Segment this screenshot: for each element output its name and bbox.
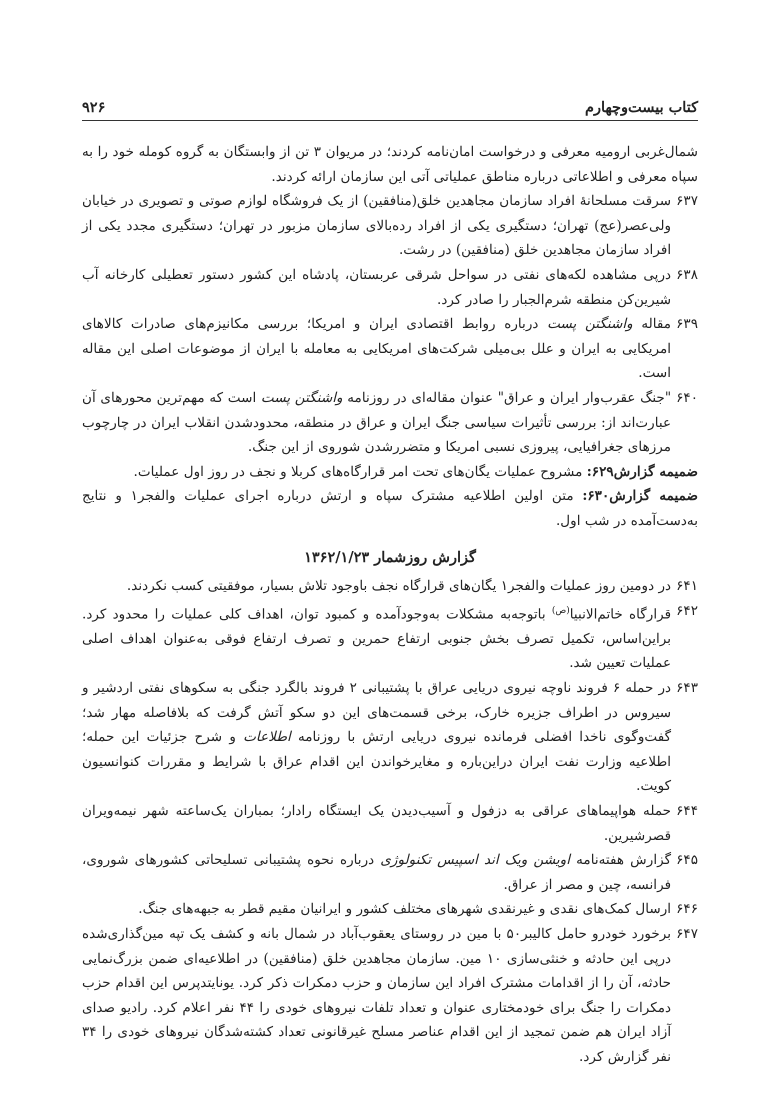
entry-text — [82, 312, 671, 386]
entry-number: ۶۴۰ — [676, 389, 698, 406]
entry-644 — [82, 799, 698, 848]
entry-text-part: باتوجه‌به مشکلات به‌وجودآمده و کمبود توان، اهداف کلی عملیات را محدود کرد. براین‌اساس، تکمیل تصرف بخش جنوبی ارتفاع حمرین و تصرف ارتفاع فوقی به‌عنوان اهداف اصلی عملیات تعیین شد. — [82, 606, 672, 672]
entry-645 — [82, 848, 698, 897]
annex-629 — [82, 460, 698, 485]
entry-text: سرقت مسلحانهٔ افراد سازمان مجاهدین خلق(منافقین) از یک فروشگاه لوازم صوتی و تصویری در خیابان ولی‌عصر(عج) تهران؛ دستگیری یکی از افراد رده‌بالای سازمان مزبور در تهران؛ دستگیری مجدد یکی از افراد سازمان مجاهدین خلق (منافقین) در رشت. — [82, 193, 672, 259]
entry-text-part: درباره روابط اقتصادی ایران و امریکا؛ بررسی مکانیزم‌های صادرات کالاهای امریکایی به ایران و علل بی‌میلی شرکت‌های امریکایی به معامله با ایران از موضوعات اصلی این مقاله است. — [82, 316, 672, 382]
entry-text: درپی مشاهده لکه‌های نفتی در سواحل شرقی عربستان، پادشاه این کشور دستور تعطیلی کارخانه آب شیرین‌کن منطقه شرم‌الجبار را صادر کرد. — [82, 266, 672, 308]
publication-name: واشنگتن پست — [260, 389, 343, 406]
entry-641 — [82, 574, 698, 599]
page-body — [82, 140, 698, 1070]
entry-642 — [82, 599, 698, 676]
page-number: ۹۲۶ — [82, 99, 106, 116]
entry-number: ۶۴۳ — [676, 680, 698, 696]
entry-640 — [82, 386, 698, 460]
entry-number: ۶۳۷ — [676, 193, 698, 210]
entry-text-part: قرارگاه خاتم‌الانبیا — [569, 606, 672, 623]
book-title: کتاب بیست‌وچهارم — [584, 99, 698, 116]
entry-646 — [82, 897, 698, 922]
entry-639 — [82, 312, 698, 386]
publication-name: اطلاعات — [243, 729, 291, 746]
publication-name: اویشن ویک اند اسپیس تکنولوژی — [380, 852, 571, 869]
entry-637 — [82, 189, 698, 263]
entry-number: ۶۴۴ — [676, 802, 698, 819]
publication-name: واشنگتن پست — [547, 316, 633, 333]
entry-text-part: در حمله ۶ فروند ناوچه نیروی دریایی عراق با پشتیبانی ۲ فروند بالگرد جنگی به سکوهای نفتی اردشیر و سیروس در اطراف جزیره خارک، برخی قسمت‌های این دو سکو آتش گرفت که بلافاصله مهار شد؛ گفت‌وگوی ناخدا افضلی فرمانده نیروی دریایی ارتش با روزنامه — [82, 680, 672, 746]
entry-text: برخورد خودرو حامل کالیبر۵۰ با مین در روستای یعقوب‌آباد در شمال بانه و کشف یک تپه مین‌گذاری‌شده درپی این حادثه و خنثی‌سازی ۱۰ مین. سازمان مجاهدین خلق (منافقین) در اطلاعیه‌ای ضمن بزرگ‌نمایی حادثه، آن را از اقدامات مشترک افراد این سازمان و حزب دمکرات ذکر کرد. یونایتدپرس این اقدام حزب دمکرات را جنگ برای خودمختاری عنوان و تعداد تلفات نیروهای خودی را ۴۴ نفر اعلام کرد. رادیو صدای آزاد ایران هم ضمن تمجید از این اقدام عناصر مسلح غیرقانونی تعداد کشته‌شدگان نیروهای خودی را ۳۴ نفر گزارش کرد. — [82, 925, 672, 1065]
entry-number: ۶۴۷ — [676, 925, 698, 942]
entry-text-part: است که مهم‌ترین محورهای آن عبارت‌اند از: بررسی تأثیرات سیاسی جنگ ایران و عراق در منطقه، محدودشدن انقلاب ایران در چارچوب مرزهای جغرافیایی، پیروزی نسبی امریکا و متضررشدن شوروی از این جنگ. — [82, 389, 672, 456]
annex-text: مشروح عملیات یگان‌های تحت امر قرارگاه‌های کربلا و نجف در روز اول عملیات. — [133, 463, 587, 480]
entry-number: ۶۳۸ — [676, 266, 698, 283]
entry-647 — [82, 922, 698, 1070]
annex-630 — [82, 484, 698, 533]
entry-number: ۶۳۹ — [676, 316, 698, 333]
intro-paragraph: شمال‌غربی ارومیه معرفی و درخواست امان‌نامه کردند؛ در مریوان ۳ تن از وابستگان به گروه کومله خود را به سپاه معرفی و اطلاعاتی درباره مناطق عملیاتی آتی این سازمان ارائه کردند. — [82, 144, 698, 185]
entry-text-part: مقاله — [632, 316, 672, 333]
entry-text: حمله هواپیماهای عراقی به دزفول و آسیب‌دیدن یک ایستگاه رادار؛ بمباران یک‌ساعته شهر نیمه‌ویران قصرشیرین. — [82, 802, 672, 844]
running-header — [82, 88, 698, 121]
entry-text: در دومین روز عملیات والفجر۱ یگان‌های قرارگاه نجف باوجود تلاش بسیار، موفقیتی کسب نکردند. — [126, 578, 672, 595]
entry-text: ارسال کمک‌های نقدی و غیرنقدی شهرهای مختلف کشور و ایرانیان مقیم قطر به جبهه‌های جنگ. — [138, 901, 672, 918]
entry-text-part: گزارش هفته‌نامه — [570, 852, 672, 869]
entry-text-part: درباره نحوه پشتیبانی تسلیحاتی کشورهای شوروی، فرانسه، چین و مصر از عراق. — [82, 852, 672, 893]
entry-text-part: و شرح جزئیات این حمله؛ اطلاعیه وزارت نفت ایران دراین‌باره و مغایرخواندن این اقدام عراق با شرایط و مقررات کنوانسیون کویت. — [82, 729, 672, 795]
entry-text-part: "جنگ عقرب‌وار ایران و عراق" عنوان مقاله‌ای در روزنامه — [342, 389, 672, 406]
entry-text — [82, 676, 671, 799]
entry-number: ۶۴۱ — [676, 578, 698, 595]
annex-label: ضمیمه گزارش۶۲۹: — [586, 463, 698, 480]
section-title: گزارش روزشمار ۱۳۶۲/۱/۲۳ — [304, 548, 476, 566]
entry-643 — [82, 676, 698, 799]
annex-text: متن اولین اطلاعیه مشترک سپاه و ارتش درباره اجرای عملیات والفجر۱ و نتایج به‌دست‌آمده در شب اول. — [82, 488, 698, 529]
entry-text — [82, 386, 671, 460]
entry-number: ۶۴۲ — [676, 602, 698, 619]
entry-text — [82, 848, 671, 897]
entry-638 — [82, 263, 698, 312]
entry-text — [82, 599, 671, 676]
annex-label: ضمیمه گزارش۶۳۰: — [582, 488, 698, 505]
entry-number: ۶۴۵ — [676, 852, 698, 869]
honorific-superscript: (ص) — [551, 605, 570, 616]
entry-number: ۶۴۶ — [676, 901, 698, 918]
